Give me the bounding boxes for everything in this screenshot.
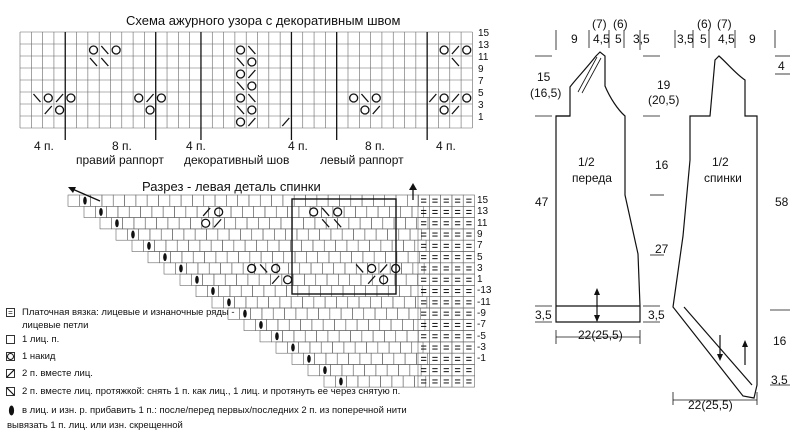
- front-label: переда: [572, 171, 612, 185]
- back-top-5: 5: [700, 32, 707, 46]
- chart2-row-number: 5: [477, 251, 483, 263]
- front-hem: 3,5: [535, 308, 552, 322]
- chart2-row-number: -1: [477, 353, 486, 365]
- legend-garter-symbol: =: [6, 308, 15, 317]
- front-side: 47: [535, 195, 549, 209]
- chart2-row-number: -13: [477, 285, 492, 297]
- back-top-9: 9: [749, 32, 756, 46]
- chart1-count-5: 8 п.: [365, 139, 385, 153]
- front-hem-right: 3,5: [648, 308, 665, 322]
- chart1-label-seam: декоративный шов: [184, 153, 290, 167]
- front-shoulder: 15: [537, 70, 551, 84]
- legend-k2tog-text: 2 п. вместе лиц.: [22, 368, 93, 379]
- front-top-4-5: 4,5: [593, 32, 610, 46]
- chart1-title: Схема ажурного узора с декоративным швом: [126, 13, 401, 28]
- front-lower: 27: [655, 242, 669, 256]
- front-top-9: 9: [571, 32, 578, 46]
- chart1-count-4: 4 п.: [288, 139, 308, 153]
- chart1-row-number: 11: [478, 52, 489, 63]
- chart1-row-number: 15: [478, 28, 490, 39]
- back-top-7: (7): [717, 17, 732, 31]
- front-top-5: 5: [615, 32, 622, 46]
- chart2-row-number: 3: [477, 262, 483, 274]
- front-mid: 16: [655, 158, 669, 172]
- chart1-count-2: 8 п.: [112, 139, 132, 153]
- back-label: спинки: [704, 171, 742, 185]
- back-side: 58: [775, 195, 789, 209]
- front-neck: 19: [657, 78, 671, 92]
- front-neck-alt: (20,5): [648, 93, 680, 107]
- chart2-row-number: 13: [477, 206, 489, 218]
- front-shoulder-alt: (16,5): [530, 86, 562, 100]
- chart2-row-number: 11: [477, 217, 488, 229]
- legend-garter-text: Платочная вязка: лицевые и изнаночные ряды -: [22, 307, 235, 318]
- chart2-row-number: 7: [477, 240, 483, 252]
- chart2-row-number: -3: [477, 341, 486, 353]
- legend-ssk-text: 2 п. вместе лиц. протяжкой: снять 1 п. как лиц., 1 лиц. и протянуть ее через снятую п.: [22, 386, 401, 397]
- front-top-3-5: 3,5: [633, 32, 650, 46]
- back-label-half: 1/2: [712, 155, 729, 169]
- back-top-6: (6): [697, 17, 712, 31]
- chart2-row-number: -7: [477, 319, 486, 331]
- legend-knit-text: 1 лиц. п.: [22, 334, 60, 345]
- chart2-row-number: -5: [477, 330, 486, 342]
- chart1-label-left-repeat: левый раппорт: [320, 153, 404, 167]
- chart1-count-6: 4 п.: [436, 139, 456, 153]
- chart2-title: Разрез - левая деталь спинки: [142, 179, 321, 194]
- back-bottom: 22(25,5): [688, 398, 733, 412]
- legend-increase-text: в лиц. и изн. р. прибавить 1 п.: после/перед первых/последних 2 п. из поперечной нити: [22, 405, 407, 416]
- legend-yarnover-text: 1 накид: [22, 351, 56, 362]
- chart1-row-number: 7: [478, 76, 484, 87]
- chart2-row-number: -9: [477, 308, 486, 319]
- legend-garter-text-2: лицевые петли: [22, 320, 89, 331]
- front-label-half: 1/2: [578, 155, 595, 169]
- back-top-4-5: 4,5: [718, 32, 735, 46]
- back-top-3-5: 3,5: [677, 32, 694, 46]
- legend-increase-text-2: вывязать 1 п. лиц. или изн. скрещенной: [7, 420, 183, 431]
- chart1-row-number: 1: [478, 112, 484, 123]
- chart1-row-number: 9: [478, 64, 484, 75]
- chart2-row-number: 1: [477, 274, 483, 286]
- back-mid: 16: [773, 334, 787, 348]
- back-shoulder: 4: [778, 59, 785, 73]
- back-hem: 3,5: [771, 373, 788, 387]
- chart1-count-1: 4 п.: [34, 139, 54, 153]
- chart2-row-number: 9: [477, 228, 483, 240]
- chart1-row-number: 5: [478, 88, 484, 99]
- chart1-row-number: 13: [478, 40, 490, 51]
- front-bottom: 22(25,5): [578, 328, 623, 342]
- chart2-row-number: 15: [477, 195, 489, 206]
- front-outline: [556, 52, 640, 322]
- chart2-row-number: -11: [477, 296, 491, 308]
- front-top-7: (7): [592, 17, 607, 31]
- chart1-row-number: 3: [478, 100, 484, 111]
- chart1-label-right-repeat: правий раппорт: [76, 153, 164, 167]
- chart1-count-3: 4 п.: [186, 139, 206, 153]
- front-top-6: (6): [613, 17, 628, 31]
